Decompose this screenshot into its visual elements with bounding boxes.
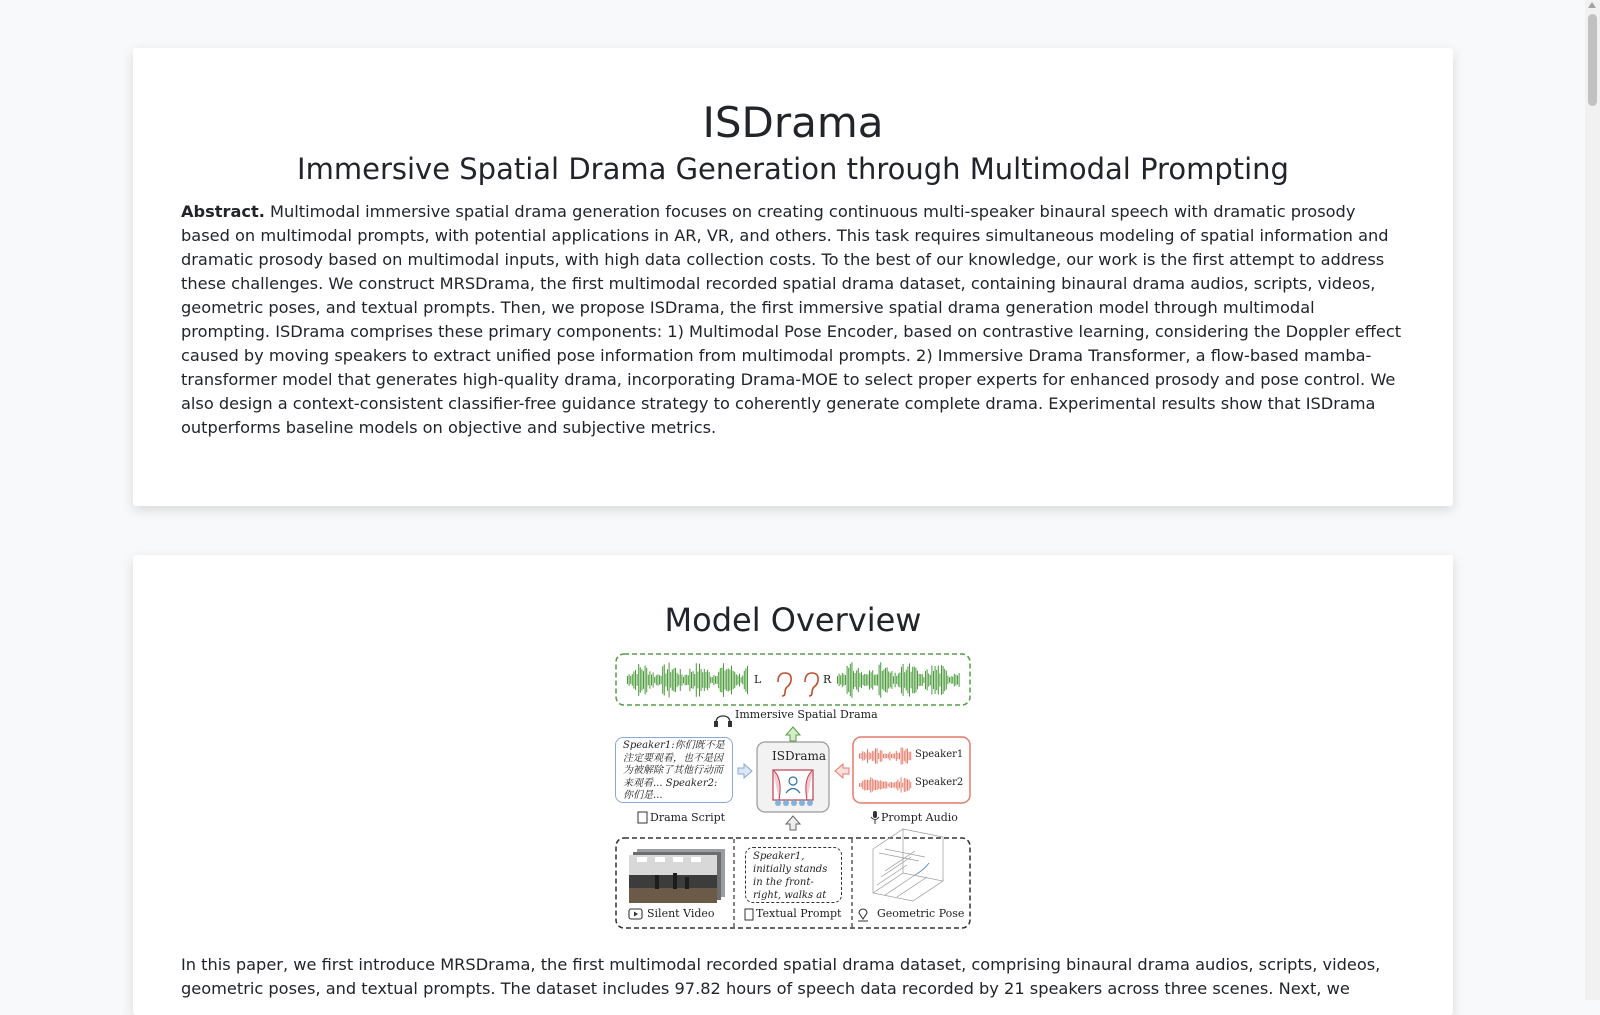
header-card xyxy=(133,48,1453,506)
prompt-audio-box xyxy=(853,737,970,803)
waveform-right xyxy=(837,662,960,698)
center-label: ISDrama xyxy=(772,749,827,763)
geometric-pose-plot xyxy=(873,829,943,901)
speaker1-label: Speaker1 xyxy=(915,749,964,760)
page-title: ISDrama xyxy=(702,98,884,147)
textual-prompt-box: Speaker1, initially stands in the front-right, walks at xyxy=(745,847,842,903)
intro-paragraph: In this paper, we first introduce MRSDrama, the first multimodal recorded spatial drama dataset, comprising binaural drama audios, scripts, videos, geometric poses, and textual prompts. The dataset includes 97.82 hours of speech data recorded by 21 speakers across three scenes. Next, we xyxy=(181,955,1381,998)
speaker1-waveform xyxy=(859,748,911,765)
mic-icon xyxy=(873,811,877,818)
section-heading: Model Overview xyxy=(664,601,922,639)
script-label: Drama Script xyxy=(650,811,726,824)
scrollbar-thumb[interactable] xyxy=(1588,14,1597,106)
up-arrow-green-icon xyxy=(786,727,800,741)
right-ear-icon xyxy=(805,673,818,696)
script-box: Speaker1:你们既不是注定要观看，也不是因为被解除了其他行动而来观看... Speaker2: 你们是... xyxy=(615,737,733,803)
script-icon xyxy=(638,812,647,823)
textual-prompt-label: Textual Prompt xyxy=(756,907,842,920)
scroll-up-arrow-icon[interactable] xyxy=(1588,2,1596,8)
abstract-label: Abstract. xyxy=(181,202,265,221)
left-channel-label: L xyxy=(754,673,762,686)
prompt-audio-label: Prompt Audio xyxy=(881,811,958,824)
overview-card xyxy=(133,555,1453,1015)
right-arrow-blue-icon xyxy=(738,764,752,778)
video-thumbnail xyxy=(629,849,725,903)
model-overview-figure xyxy=(615,653,971,929)
abstract xyxy=(181,200,1405,440)
page-scrollbar[interactable] xyxy=(1585,0,1600,1000)
abstract-text: Multimodal immersive spatial drama generation focuses on creating continuous multi-speaker binaural speech with dramatic prosody based on multimodal prompts, with potential applications in AR, VR, and others. This task requires simultaneous modeling of spatial information and dramatic prosody based on multimodal inputs, with high data collection costs. To the best of our knowledge, our work is the first attempt to address these challenges. We construct MRSDrama, the first multimodal recorded spatial drama dataset, containing binaural drama audios, scripts, videos, geometric poses, and textual prompts. Then, we propose ISDrama, the first immersive spatial drama generation model through multimodal prompting. ISDrama comprises these primary components: 1) Multimodal Pose Encoder, based on contrastive learning, considering the Doppler effect caused by moving speakers to extract unified pose information from multimodal prompts. 2) Immersive Drama Transformer, a flow-based mamba-transformer model that generates high-quality drama, incorporating Drama-MOE to select proper experts for enhanced prosody and pose control. We also design a context-consistent classifier-free guidance strategy to coherently generate complete drama. Experimental results show that ISDrama outperforms baseline models on objective and subjective metrics. xyxy=(181,202,1402,437)
left-arrow-red-icon xyxy=(835,764,849,778)
headphone-icon xyxy=(716,716,730,723)
left-ear-icon xyxy=(778,673,791,696)
pose-label: Geometric Pose xyxy=(877,907,965,920)
text-prompt-icon xyxy=(745,909,753,920)
location-pin-icon xyxy=(859,909,867,919)
speaker2-label: Speaker2 xyxy=(915,777,964,788)
output-label: Immersive Spatial Drama xyxy=(735,708,878,721)
waveform-left xyxy=(627,663,748,698)
speaker2-waveform xyxy=(859,777,911,792)
up-arrow-gray-icon xyxy=(786,816,800,830)
video-label: Silent Video xyxy=(647,907,715,920)
right-channel-label: R xyxy=(823,673,832,686)
page-subtitle: Immersive Spatial Drama Generation through Multimodal Prompting xyxy=(297,152,1289,186)
